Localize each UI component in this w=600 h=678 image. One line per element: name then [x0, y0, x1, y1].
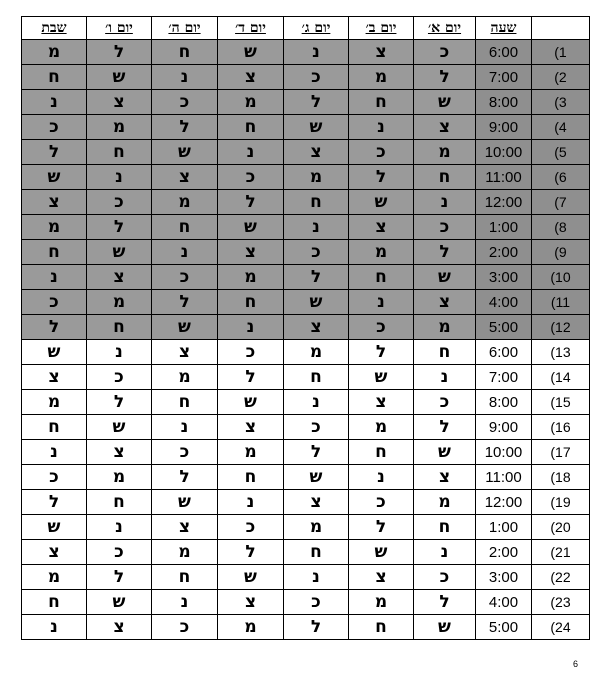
planet-letter-cell: נ [87, 340, 152, 365]
table-row [22, 290, 590, 315]
table-row [22, 440, 590, 465]
planet-letter-cell: צ [284, 490, 349, 515]
hour-time-cell: 10:00 [476, 140, 532, 165]
planet-letter-cell: צ [349, 215, 414, 240]
planet-letter-cell: כ [284, 65, 349, 90]
planet-letter-cell: ש [218, 40, 284, 65]
planet-letter-cell: נ [349, 290, 414, 315]
table-row [22, 590, 590, 615]
row-number-cell: (24 [532, 615, 590, 640]
hour-time-cell: 2:00 [476, 540, 532, 565]
col-header-day6: יום ו׳ [87, 17, 152, 40]
planet-letter-cell: צ [349, 40, 414, 65]
table-row [22, 215, 590, 240]
col-header-day5: יום ה׳ [152, 17, 218, 40]
planet-letter-cell: נ [152, 240, 218, 265]
planet-letter-cell: ל [284, 440, 349, 465]
page-number: 6 [572, 659, 578, 669]
planet-letter-cell: מ [414, 315, 476, 340]
row-number-cell: (19 [532, 490, 590, 515]
hour-time-cell: 6:00 [476, 40, 532, 65]
hour-time-cell: 5:00 [476, 615, 532, 640]
row-number-cell: (22 [532, 565, 590, 590]
table-row [22, 340, 590, 365]
row-number-cell: (12 [532, 315, 590, 340]
planet-letter-cell: ח [284, 540, 349, 565]
hour-time-cell: 7:00 [476, 365, 532, 390]
col-header-day2: יום ב׳ [349, 17, 414, 40]
row-number-cell: (6 [532, 165, 590, 190]
planet-letter-cell: כ [349, 315, 414, 340]
planet-letter-cell: ח [87, 490, 152, 515]
row-number-cell: (3 [532, 90, 590, 115]
planet-letter-cell: ש [218, 215, 284, 240]
planet-letter-cell: מ [349, 415, 414, 440]
planet-letter-cell: צ [349, 390, 414, 415]
hour-time-cell: 1:00 [476, 515, 532, 540]
planet-letter-cell: צ [22, 540, 87, 565]
row-number-cell: (18 [532, 465, 590, 490]
table-row [22, 115, 590, 140]
hour-time-cell: 12:00 [476, 490, 532, 515]
table-row [22, 615, 590, 640]
planet-letter-cell: ש [414, 440, 476, 465]
planet-letter-cell: צ [414, 465, 476, 490]
planet-letter-cell: כ [22, 290, 87, 315]
planet-letter-cell: ל [349, 515, 414, 540]
row-number-cell: (4 [532, 115, 590, 140]
row-number-cell: (9 [532, 240, 590, 265]
planet-letter-cell: ש [284, 115, 349, 140]
table-row [22, 365, 590, 390]
planet-letter-cell: כ [87, 540, 152, 565]
planetary-hours-table [21, 16, 590, 640]
planet-letter-cell: ל [22, 490, 87, 515]
planet-letter-cell: צ [87, 90, 152, 115]
planet-letter-cell: מ [414, 140, 476, 165]
row-number-cell: (8 [532, 215, 590, 240]
row-number-cell: (13 [532, 340, 590, 365]
planet-letter-cell: ש [284, 465, 349, 490]
planet-letter-cell: מ [152, 365, 218, 390]
planet-letter-cell: כ [152, 265, 218, 290]
planet-letter-cell: מ [414, 490, 476, 515]
planet-letter-cell: צ [218, 415, 284, 440]
table-row [22, 90, 590, 115]
hour-time-cell: 9:00 [476, 115, 532, 140]
planet-letter-cell: כ [414, 390, 476, 415]
planet-letter-cell: ל [414, 590, 476, 615]
planet-letter-cell: נ [22, 90, 87, 115]
planet-letter-cell: כ [414, 40, 476, 65]
row-number-cell: (20 [532, 515, 590, 540]
planet-letter-cell: ח [414, 515, 476, 540]
table-row [22, 515, 590, 540]
planet-letter-cell: ל [284, 615, 349, 640]
hour-time-cell: 11:00 [476, 165, 532, 190]
planet-letter-cell: ש [152, 140, 218, 165]
planet-letter-cell: כ [87, 190, 152, 215]
planet-letter-cell: צ [87, 265, 152, 290]
planet-letter-cell: מ [218, 615, 284, 640]
planet-letter-cell: נ [22, 615, 87, 640]
table-row [22, 65, 590, 90]
planet-letter-cell: צ [22, 190, 87, 215]
hour-time-cell: 12:00 [476, 190, 532, 215]
planet-letter-cell: ל [87, 565, 152, 590]
col-header-day3: יום ג׳ [284, 17, 349, 40]
planet-letter-cell: ש [284, 290, 349, 315]
planet-letter-cell: צ [284, 140, 349, 165]
planet-letter-cell: כ [22, 465, 87, 490]
planet-letter-cell: ל [414, 415, 476, 440]
planet-letter-cell: כ [152, 90, 218, 115]
planet-letter-cell: כ [152, 615, 218, 640]
hour-time-cell: 3:00 [476, 265, 532, 290]
hour-time-cell: 7:00 [476, 65, 532, 90]
hour-time-cell: 1:00 [476, 215, 532, 240]
planet-letter-cell: ל [349, 165, 414, 190]
planet-letter-cell: נ [87, 165, 152, 190]
planet-letter-cell: כ [284, 415, 349, 440]
hour-time-cell: 11:00 [476, 465, 532, 490]
planet-letter-cell: צ [218, 590, 284, 615]
planet-letter-cell: נ [218, 315, 284, 340]
planet-letter-cell: כ [87, 365, 152, 390]
row-number-cell: (21 [532, 540, 590, 565]
planet-letter-cell: נ [218, 140, 284, 165]
hour-time-cell: 6:00 [476, 340, 532, 365]
planet-letter-cell: ש [414, 265, 476, 290]
planet-letter-cell: ח [22, 240, 87, 265]
planet-letter-cell: צ [218, 65, 284, 90]
planet-letter-cell: צ [152, 340, 218, 365]
planet-letter-cell: ש [22, 515, 87, 540]
planet-letter-cell: נ [414, 365, 476, 390]
planet-letter-cell: נ [22, 440, 87, 465]
planet-letter-cell: מ [87, 465, 152, 490]
col-header-shabbat: שבת [22, 17, 87, 40]
row-number-cell: (2 [532, 65, 590, 90]
planet-letter-cell: נ [284, 40, 349, 65]
planet-letter-cell: ל [414, 240, 476, 265]
planet-letter-cell: צ [152, 165, 218, 190]
planet-letter-cell: ש [22, 165, 87, 190]
planet-letter-cell: נ [152, 65, 218, 90]
planet-letter-cell: צ [414, 290, 476, 315]
planet-letter-cell: ל [284, 90, 349, 115]
planet-letter-cell: נ [414, 540, 476, 565]
planet-letter-cell: מ [22, 40, 87, 65]
hour-time-cell: 4:00 [476, 290, 532, 315]
planet-letter-cell: נ [349, 115, 414, 140]
planet-letter-cell: ל [284, 265, 349, 290]
planet-letter-cell: ח [152, 565, 218, 590]
hour-time-cell: 9:00 [476, 415, 532, 440]
planet-letter-cell: נ [87, 515, 152, 540]
planet-letter-cell: ל [87, 215, 152, 240]
planet-letter-cell: צ [349, 565, 414, 590]
planet-letter-cell: נ [152, 590, 218, 615]
planet-letter-cell: ש [22, 340, 87, 365]
planet-letter-cell: ש [218, 390, 284, 415]
row-number-cell: (7 [532, 190, 590, 215]
planet-letter-cell: ש [414, 615, 476, 640]
planet-letter-cell: מ [349, 590, 414, 615]
table-row [22, 315, 590, 340]
planet-letter-cell: מ [152, 540, 218, 565]
planet-letter-cell: מ [152, 190, 218, 215]
planet-letter-cell: ח [414, 165, 476, 190]
hour-time-cell: 4:00 [476, 590, 532, 615]
row-number-cell: (10 [532, 265, 590, 290]
row-number-cell: (23 [532, 590, 590, 615]
planet-letter-cell: ח [152, 40, 218, 65]
planet-letter-cell: ל [218, 190, 284, 215]
hour-time-cell: 3:00 [476, 565, 532, 590]
planet-letter-cell: ל [218, 540, 284, 565]
planet-letter-cell: מ [349, 65, 414, 90]
hour-time-cell: 5:00 [476, 315, 532, 340]
planet-letter-cell: ל [349, 340, 414, 365]
planet-letter-cell: נ [22, 265, 87, 290]
planet-letter-cell: מ [218, 90, 284, 115]
header-row [22, 17, 590, 40]
planet-letter-cell: ש [152, 315, 218, 340]
planet-letter-cell: ח [218, 290, 284, 315]
col-header-day4: יום ד׳ [218, 17, 284, 40]
planet-letter-cell: ח [87, 140, 152, 165]
planet-letter-cell: מ [22, 215, 87, 240]
planet-letter-cell: מ [87, 115, 152, 140]
planet-letter-cell: ל [87, 390, 152, 415]
row-number-cell: (1 [532, 40, 590, 65]
table-row [22, 265, 590, 290]
planet-letter-cell: ח [349, 90, 414, 115]
planet-letter-cell: מ [87, 290, 152, 315]
table-row [22, 240, 590, 265]
planet-letter-cell: ח [152, 390, 218, 415]
planet-letter-cell: כ [218, 515, 284, 540]
planet-letter-cell: ח [152, 215, 218, 240]
planet-letter-cell: כ [218, 340, 284, 365]
planet-letter-cell: ל [152, 290, 218, 315]
planet-letter-cell: ש [87, 240, 152, 265]
planet-letter-cell: מ [284, 515, 349, 540]
planet-letter-cell: ש [349, 540, 414, 565]
col-header-day1: יום א׳ [414, 17, 476, 40]
planet-letter-cell: כ [284, 240, 349, 265]
planet-letter-cell: ל [22, 315, 87, 340]
planet-letter-cell: מ [284, 340, 349, 365]
planet-letter-cell: ח [218, 115, 284, 140]
planet-letter-cell: ש [152, 490, 218, 515]
table-row [22, 565, 590, 590]
planet-letter-cell: ח [22, 590, 87, 615]
planet-letter-cell: צ [218, 240, 284, 265]
planet-letter-cell: ש [218, 565, 284, 590]
planet-letter-cell: ח [87, 315, 152, 340]
planet-letter-cell: ח [22, 415, 87, 440]
planet-letter-cell: מ [218, 440, 284, 465]
planet-letter-cell: כ [349, 490, 414, 515]
planet-letter-cell: כ [218, 165, 284, 190]
planet-letter-cell: ח [22, 65, 87, 90]
planet-letter-cell: ל [218, 365, 284, 390]
table-row [22, 415, 590, 440]
table-row [22, 490, 590, 515]
planet-letter-cell: כ [284, 590, 349, 615]
hour-time-cell: 8:00 [476, 90, 532, 115]
planet-letter-cell: מ [22, 390, 87, 415]
row-number-cell: (14 [532, 365, 590, 390]
planet-letter-cell: ש [87, 415, 152, 440]
planet-letter-cell: ל [414, 65, 476, 90]
col-header-hour: שעה [476, 17, 532, 40]
planet-letter-cell: צ [87, 615, 152, 640]
planet-letter-cell: ח [414, 340, 476, 365]
planet-letter-cell: צ [284, 315, 349, 340]
planet-letter-cell: מ [22, 565, 87, 590]
hour-time-cell: 2:00 [476, 240, 532, 265]
planet-letter-cell: ש [349, 365, 414, 390]
planet-letter-cell: נ [218, 490, 284, 515]
planet-letter-cell: ש [87, 590, 152, 615]
table-row [22, 165, 590, 190]
planet-letter-cell: כ [414, 215, 476, 240]
planet-letter-cell: ל [152, 115, 218, 140]
planet-letter-cell: ח [284, 365, 349, 390]
planet-letter-cell: צ [414, 115, 476, 140]
planet-letter-cell: צ [87, 440, 152, 465]
planet-letter-cell: ח [349, 615, 414, 640]
planet-letter-cell: ל [152, 465, 218, 490]
row-number-cell: (15 [532, 390, 590, 415]
planet-letter-cell: כ [349, 140, 414, 165]
planet-letter-cell: צ [152, 515, 218, 540]
planet-letter-cell: ש [87, 65, 152, 90]
planet-letter-cell: ל [22, 140, 87, 165]
planet-letter-cell: כ [152, 440, 218, 465]
table-row [22, 40, 590, 65]
table-row [22, 540, 590, 565]
planet-letter-cell: נ [284, 215, 349, 240]
table-row [22, 390, 590, 415]
row-number-cell: (16 [532, 415, 590, 440]
planet-letter-cell: כ [22, 115, 87, 140]
planet-letter-cell: ש [349, 190, 414, 215]
planet-letter-cell: נ [284, 565, 349, 590]
planet-letter-cell: ח [284, 190, 349, 215]
row-number-cell: (17 [532, 440, 590, 465]
row-number-cell: (11 [532, 290, 590, 315]
planet-letter-cell: מ [218, 265, 284, 290]
planet-letter-cell: ש [414, 90, 476, 115]
planet-letter-cell: מ [349, 240, 414, 265]
planet-letter-cell: מ [284, 165, 349, 190]
planet-letter-cell: נ [349, 465, 414, 490]
table-row [22, 190, 590, 215]
planet-letter-cell: ח [349, 440, 414, 465]
planet-letter-cell: נ [152, 415, 218, 440]
planet-letter-cell: כ [414, 565, 476, 590]
planet-letter-cell: ח [218, 465, 284, 490]
planet-letter-cell: ח [349, 265, 414, 290]
table-row [22, 140, 590, 165]
row-number-cell: (5 [532, 140, 590, 165]
table-row [22, 465, 590, 490]
planet-letter-cell: צ [22, 365, 87, 390]
hour-time-cell: 8:00 [476, 390, 532, 415]
planet-letter-cell: נ [284, 390, 349, 415]
hour-time-cell: 10:00 [476, 440, 532, 465]
col-header-index [532, 17, 590, 40]
planet-letter-cell: נ [414, 190, 476, 215]
planet-letter-cell: ל [87, 40, 152, 65]
